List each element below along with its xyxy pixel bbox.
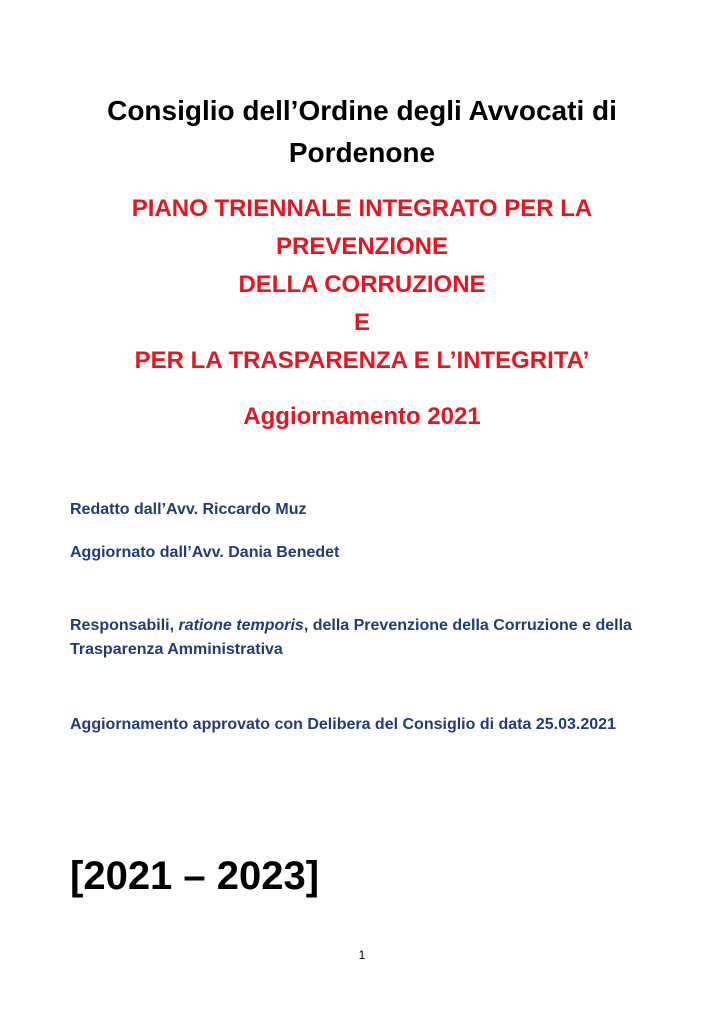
page-number: 1: [358, 948, 366, 962]
year-range: [2021 – 2023]: [70, 854, 320, 898]
plan-title-line-5: PER LA TRASPARENZA E L’INTEGRITA’: [134, 347, 590, 374]
plan-title-line-2: PREVENZIONE: [275, 233, 449, 260]
responsibles-text: [70, 614, 670, 662]
plan-title-line-3: DELLA CORRUZIONE: [238, 271, 486, 298]
responsibles-prefix: Responsabili,: [70, 617, 179, 634]
approval-text: Aggiornamento approvato con Delibera del Consiglio di data 25.03.2021: [70, 716, 616, 733]
organization-title-line-1: Consiglio dell’Ordine degli Avvocati di: [107, 95, 617, 126]
responsibles-italic: ratione temporis: [178, 617, 304, 634]
drafted-by-text: Redatto dall’Avv. Riccardo Muz: [70, 501, 307, 518]
responsibles-suffix: , della Prevenzione della Corruzione e della Trasparenza Amministrativa: [70, 617, 632, 658]
plan-title: [40, 190, 684, 380]
plan-title-line-4: E: [353, 309, 370, 336]
organization-title: [40, 90, 684, 174]
plan-title-line-1: PIANO TRIENNALE INTEGRATO PER LA: [131, 195, 593, 222]
updated-by-text: Aggiornato dall’Avv. Dania Benedet: [70, 544, 340, 561]
organization-title-line-2: Pordenone: [288, 137, 436, 168]
update-year-heading: Aggiornamento 2021: [243, 403, 481, 430]
